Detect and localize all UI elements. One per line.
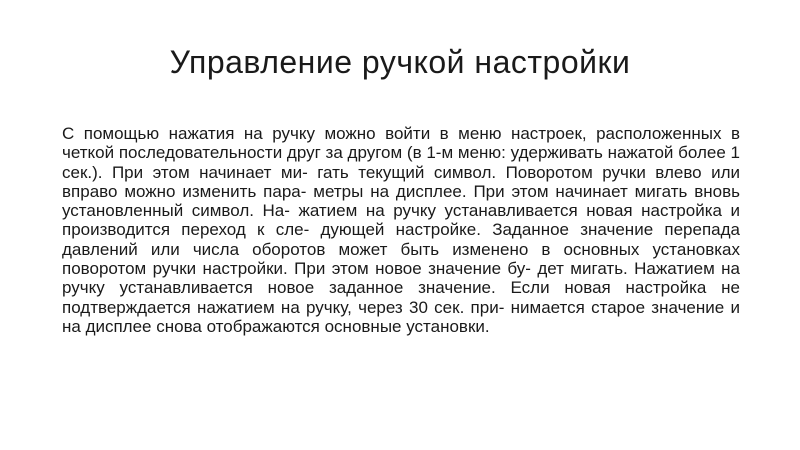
slide-title: Управление ручкой настройки [169,44,631,80]
slide-body-text: С помощью нажатия на ручку можно войти в меню настроек, расположенных в четкой последовательности друг за другом (в 1-м меню: удерживать нажатой более 1 сек.). При этом начинает ми- гать текущий символ. Поворотом ручки влево или вправо можно изменить пара- метры на дисплее. При этом начинает мигать вновь установленный символ. На- жатием на ручку устанавливается новая настройка и производится переход к сле- дующей настройке. Заданное значение перепада давлений или числа оборотов может быть изменено в основных установках поворотом ручки настройки. При этом новое значение бу- дет мигать. Нажатием на ручку устанавливается новое заданное значение. Если новая настройка не подтверждается нажатием на ручку, через 30 сек. при- нимается старое значение и на дисплее снова отображаются основные установки. [62,124,740,336]
